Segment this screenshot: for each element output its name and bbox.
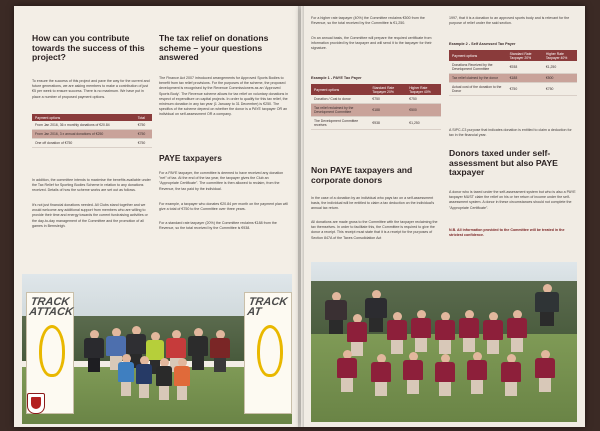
table-header: Total — [135, 114, 152, 121]
contribute-paragraph-2: In addition, the committee intends to maximise the benefits available under the Tax Relief for Sporting Bodies Scheme in relation to any donations received. Details of how the scheme works are set out as follows. — [32, 178, 151, 193]
person-figure — [403, 352, 423, 397]
non-paye-heading: Non PAYE taxpayers and corporate donors — [311, 165, 413, 185]
table-cell: Tax relief claimed by the donor — [449, 74, 507, 83]
table-header: Higher Rate Taxpayer 40% — [543, 50, 577, 61]
paye-example-table — [311, 84, 441, 130]
table-row — [311, 117, 441, 130]
table-header-row — [311, 84, 441, 95]
paye-paragraph-1: For a PAYE taxpayer, the committee is deemed to have received any donation "net" of tax. At the end of the tax year, the taxpayer gives the Club an "Appropriate Certificate". The committee is then allowed to reclaim, from the Revenue, the tax paid by the individual. — [159, 171, 284, 191]
person-figure — [174, 358, 190, 398]
example-1-title: Example 1 - PAYE Tax Payer — [311, 76, 362, 80]
table-row — [32, 139, 152, 148]
table-row — [449, 61, 577, 74]
table-cell: €188 — [507, 74, 543, 83]
table-header-row — [32, 114, 152, 121]
person-figure — [156, 358, 172, 398]
table-cell: €750 — [135, 130, 152, 139]
higher-rate-paragraph: For a higher rate taxpayer (40%) the Committee reclaims €500 from the Revenue, so the total received by the Committee is €1,250. — [311, 16, 425, 26]
paye-heading: PAYE taxpayers — [159, 153, 222, 163]
person-figure — [535, 350, 555, 395]
non-paye-paragraph-2: All donations are made gross to the Committee with the taxpayer reclaiming the tax themselves. In order to facilitate this, the Committee is required to give the donor a receipt. This receipt must state that it is a receipt for the purposes of Section 847A of the Taxes Consolidation Act — [311, 220, 438, 240]
table-cell: Donations Received by the Development Committee — [449, 61, 507, 74]
self-assessed-example-table — [449, 50, 577, 96]
person-figure — [459, 310, 479, 355]
table-cell: €938 — [369, 117, 406, 130]
table-row — [311, 104, 441, 117]
tax-relief-heading: The tax relief on donations scheme – your questions answered — [159, 33, 269, 63]
table-cell: €750 — [507, 83, 543, 96]
footprint-icon — [39, 325, 65, 377]
non-paye-paragraph-1: In the case of a donation by an individual who pays tax on a self-assessment basis, the individual will be entitled to claim a tax deduction on the individual's annual tax return. — [311, 196, 435, 211]
confidentiality-note: N.B. All information provided to the Committee will be treated in the strictest confidence. — [449, 228, 565, 238]
table-cell: Tax relief reclaimed by the Development Committee — [311, 104, 369, 117]
paye-paragraph-2: For example, a taxpayer who donates €20.84 per month on the payment plan will give a total of €750 to the Committee over three years. — [159, 202, 288, 212]
person-figure — [435, 312, 455, 357]
table-cell: Actual cost of the donation to the Donor — [449, 83, 507, 96]
table-cell: €750 — [543, 83, 577, 96]
certificate-paragraph: On an annual basis, the Committee will prepare the required certificate from information provided by the taxpayer and will send it to the taxpayer for their signature. — [311, 36, 432, 51]
person-figure — [387, 312, 407, 357]
table-cell: From Jan 2016, 36 x monthly donations of €20.84 — [32, 121, 135, 130]
book-gutter — [298, 6, 304, 427]
table-header: Standard Rate Taxpayer 20% — [369, 84, 406, 95]
tax-relief-paragraph: The Finance Act 2007 introduced arrangements for Approved Sports Bodies to benefit from tax relief provisions. For the purposes of the scheme, the proposed development is recognised by the Revenue Commissioners as an 'Approved Sports Body'. The Revenue scheme allows for tax relief on voluntary donations in respect of expenditure on capital projects. In order to qualify for this tax relief, the minimum donation in any tax year (1 January to 31 December) is €250. The specifics of the scheme depend on whether the donor is a PAYE taxpayer OR an individual on self-assessment OR a company. — [159, 76, 289, 117]
banner-text: TRACK ATTACK — [28, 296, 74, 319]
person-figure — [136, 356, 152, 396]
table-cell: €1,250 — [543, 61, 577, 74]
table-cell: One off donation of €750 — [32, 139, 135, 148]
person-figure — [118, 354, 134, 394]
table-cell: The Development Committee receives — [311, 117, 369, 130]
section-847a-paragraph: 1997, that it is a donation to an approved sports body and is relevant for the purpose of relief under the said section. — [449, 16, 570, 26]
table-cell: €938 — [507, 61, 543, 74]
person-figure — [507, 310, 527, 355]
table-row — [32, 130, 152, 139]
table-header: Payment options — [449, 50, 507, 61]
table-cell: €1,250 — [406, 117, 441, 130]
example-2-title: Example 2 - Self Assessed Tax Payer — [449, 42, 516, 46]
table-cell: €750 — [369, 95, 406, 104]
donors-paragraph-1: A donor who is taxed under the self-assessment system but who is also a PAYE taxpayer MUST claim the relief on his or her return of income under the self-assessment system. A donor in these circumstances should not complete the "Appropriate Certificate". — [449, 190, 576, 210]
table-cell: €188 — [369, 104, 406, 117]
banner-text: TRACK AT — [246, 296, 289, 319]
contribute-intro: To ensure the success of this project and pave the way for the current and future generations, we are asking members to make a contribution of just €5 per week to ensure success. There is no maximum. We have put in place a number of proposed payment options. — [32, 79, 150, 99]
table-header: Payment options — [32, 114, 135, 121]
contribute-heading: How can you contribute towards the success of this project? — [32, 33, 145, 63]
person-figure — [411, 310, 431, 355]
table-header: Higher Rate Taxpayer 40% — [406, 84, 441, 95]
team-photo-right — [311, 262, 577, 422]
payment-options-table — [32, 114, 152, 148]
right-page — [301, 6, 585, 427]
left-page — [14, 6, 301, 427]
table-cell: €750 — [135, 139, 152, 148]
table-header-row — [449, 50, 577, 61]
person-figure — [325, 292, 347, 340]
table-cell: From Jan 2016, 3 x annual donations of €250 — [32, 130, 135, 139]
person-figure — [337, 350, 357, 395]
track-attack-banner — [244, 292, 292, 414]
table-cell: €750 — [406, 95, 441, 104]
person-figure — [84, 330, 104, 375]
deduction-paragraph: A SIPC-C3 purpose that indicates donation is entitled to claim a deduction for tax in the financial year. — [449, 128, 572, 138]
table-row — [311, 95, 441, 104]
table-header: Payment options — [311, 84, 369, 95]
person-figure — [365, 290, 387, 338]
table-header: Standard Rate Taxpayer 20% — [507, 50, 543, 61]
paye-paragraph-3: For a standard rate taxpayer (20%) the Committee reclaims €188 from the Revenue, so the total received by the Committee is €938. — [159, 221, 277, 231]
table-cell: €500 — [543, 74, 577, 83]
table-row — [449, 83, 577, 96]
table-cell: €500 — [406, 104, 441, 117]
person-figure — [535, 284, 559, 334]
table-cell: €750 — [135, 121, 152, 130]
footprint-icon — [257, 325, 283, 377]
table-row — [32, 121, 152, 130]
person-figure — [483, 312, 503, 357]
person-figure — [371, 354, 391, 399]
person-figure — [501, 354, 521, 399]
table-row — [449, 74, 577, 83]
person-figure — [210, 330, 230, 375]
person-figure — [188, 328, 208, 373]
person-figure — [467, 352, 487, 397]
team-photo-left — [22, 274, 292, 424]
contribute-paragraph-3: It's not just financial donations needed. All Clubs stand together and we would welcome any additional support from members who are willing to provide their time and energy towards the current fundraising activities or the day-to-day management of the Committee and the promotion of all games in Bernsleigh. — [32, 203, 148, 228]
person-figure — [435, 354, 455, 399]
table-cell: Donation / Cost to donor — [311, 95, 369, 104]
donors-self-assessment-heading: Donors taxed under self-assessment but also PAYE taxpayer — [449, 148, 558, 178]
club-crest-icon — [27, 393, 45, 414]
